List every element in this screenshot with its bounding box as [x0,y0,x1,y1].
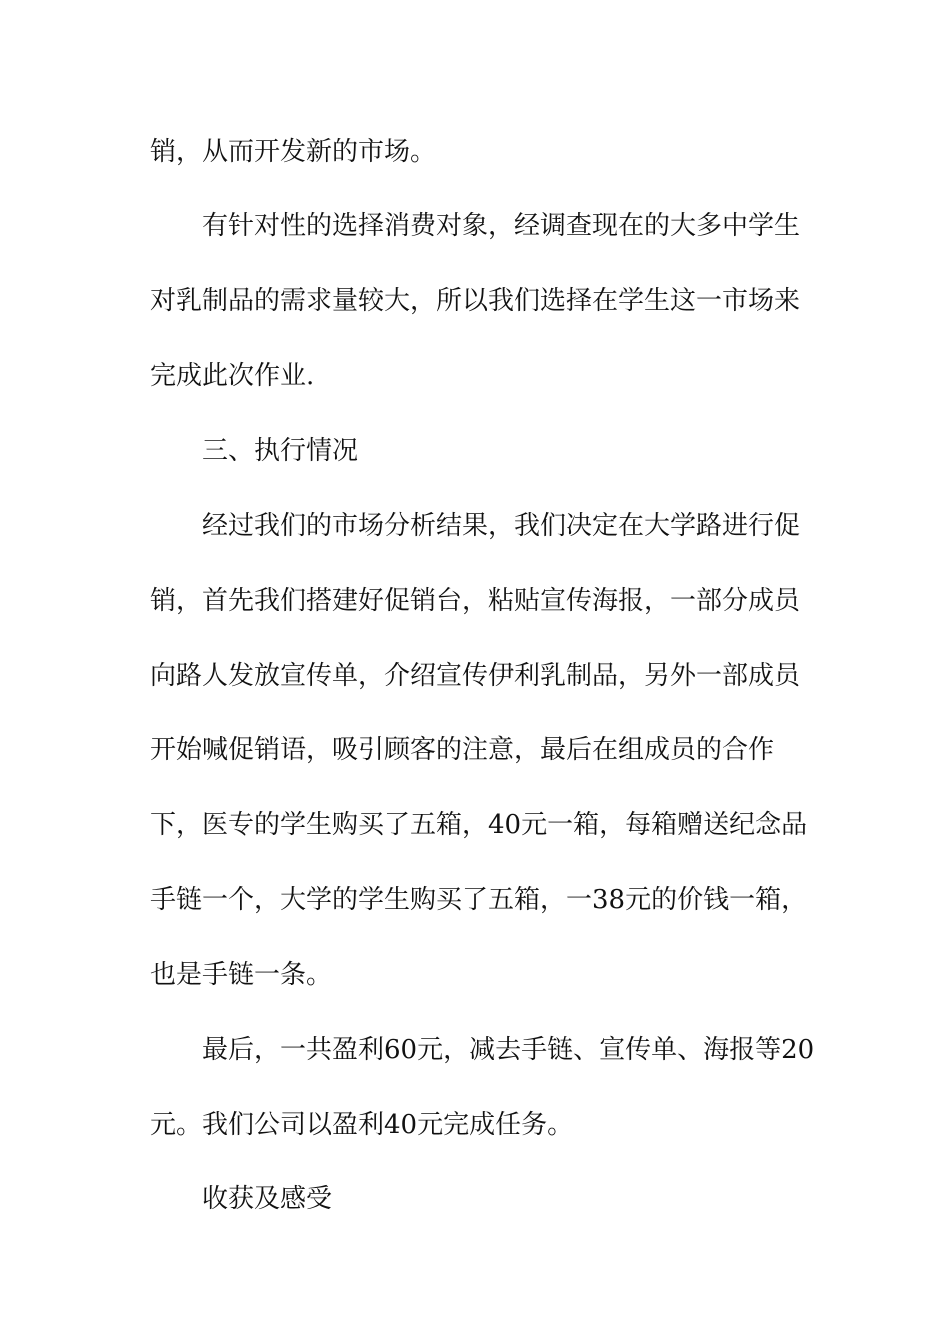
paragraph-line: 经过我们的市场分析结果，我们决定在大学路进行促 [202,511,801,541]
paragraph-line: 有针对性的选择消费对象，经调查现在的大多中学生 [202,211,801,241]
paragraph-line: 销，首先我们搭建好促销台，粘贴宣传海报，一部分成员 [150,586,801,616]
paragraph-line: 也是手链一条。 [150,960,333,990]
paragraph-line: 下，医专的学生购买了五箱，40元一箱，每箱赠送纪念品 [150,810,808,840]
section-heading: 三、执行情况 [202,436,359,466]
paragraph-line: 开始喊促销语，吸引顾客的注意，最后在组成员的合作 [150,735,775,765]
paragraph-line: 销，从而开发新的市场。 [150,137,437,167]
section-heading: 收获及感受 [202,1184,333,1214]
paragraph-line: 完成此次作业. [150,361,315,391]
paragraph-line: 元。我们公司以盈利40元完成任务。 [150,1110,574,1140]
paragraph-line: 手链一个，大学的学生购买了五箱，一38元的价钱一箱， [150,885,808,915]
paragraph-line: 对乳制品的需求量较大，所以我们选择在学生这一市场来 [150,286,801,316]
paragraph-line: 最后，一共盈利60元，减去手链、宣传单、海报等20 [202,1035,815,1065]
paragraph-line: 向路人发放宣传单，介绍宣传伊利乳制品，另外一部成员 [150,661,801,691]
